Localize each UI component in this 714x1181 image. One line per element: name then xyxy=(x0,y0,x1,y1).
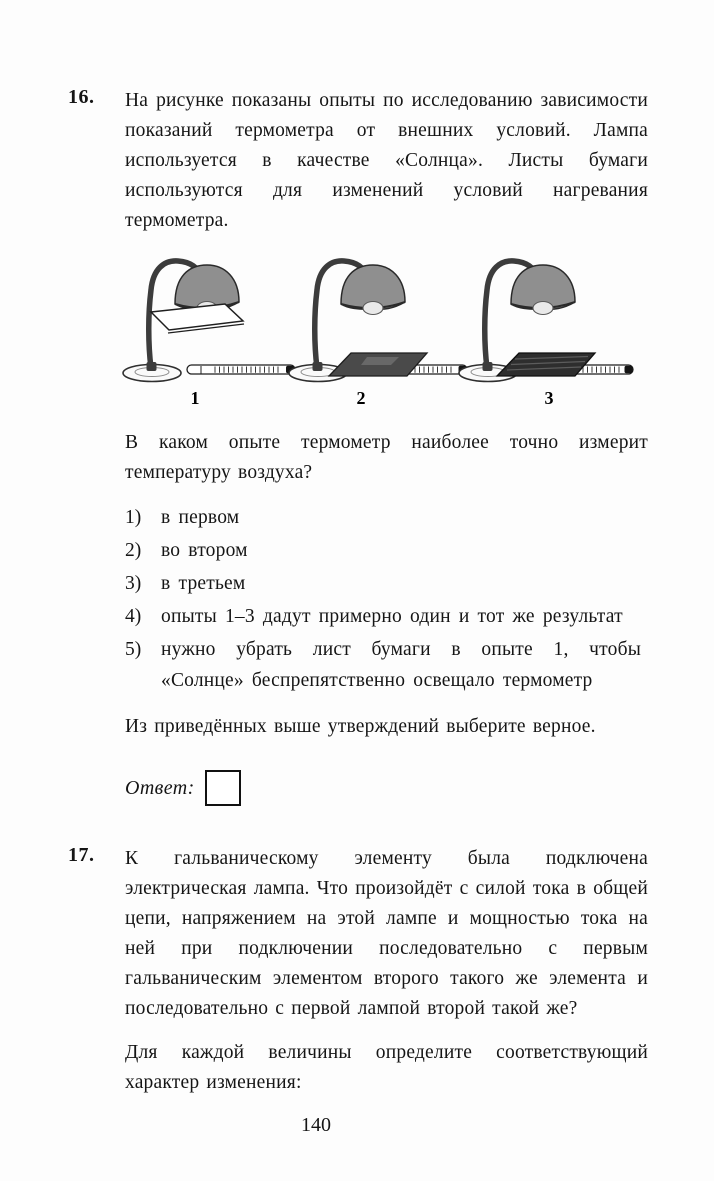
answer-row xyxy=(125,766,648,810)
option-2-text: во втором xyxy=(161,540,248,561)
experiment-1 xyxy=(123,261,295,408)
question-16-number: 16. xyxy=(68,86,95,108)
experiment-2-label: 2 xyxy=(356,388,366,408)
question-17 xyxy=(68,844,648,1098)
page-number: 140 xyxy=(301,1114,331,1136)
option-1-text: в первом xyxy=(161,507,240,528)
paper-sheet-1 xyxy=(151,304,244,333)
option-5-text: нужно убрать лист бумаги в опыте 1, чтобы «Солнце» беспрепятственно освещало термометр xyxy=(161,639,641,691)
lamps-illustration xyxy=(115,252,655,412)
option-4 xyxy=(125,601,648,632)
question-16-text: В каком опыте термометр наиболее точно измерит температуру воздуха? xyxy=(125,432,648,483)
experiment-3 xyxy=(459,261,633,408)
question-16 xyxy=(68,86,648,810)
question-17-number: 17. xyxy=(68,844,95,866)
question-17-text: К гальваническому элементу была подключена электрическая лампа. Что произойдёт с силой тока в общей цепи, напряжением на этой лампе и мощностью тока на ней при подключении последовательно с первым гальваническим элементом второго такого же элемента и последовательно с первой лампой второй такой же? xyxy=(125,848,648,1019)
experiment-2 xyxy=(289,261,467,408)
option-5 xyxy=(125,634,648,696)
thermometer-1 xyxy=(187,365,295,374)
question-17-followup: Для каждой величины определите соответствующий характер изменения: xyxy=(125,1042,648,1093)
option-3-text: в третьем xyxy=(161,573,246,594)
option-1-number: 1) xyxy=(125,507,142,528)
question-16-instruction: Из приведённых выше утверждений выберите верное. xyxy=(125,716,596,737)
experiment-3-label: 3 xyxy=(544,388,554,408)
option-3-number: 3) xyxy=(125,573,142,594)
experiment-1-label: 1 xyxy=(190,388,200,408)
option-3 xyxy=(125,568,648,599)
answer-box xyxy=(205,770,241,806)
answer-label: Ответ: xyxy=(125,776,195,799)
option-1 xyxy=(125,502,648,533)
option-2-number: 2) xyxy=(125,540,142,561)
option-5-number: 5) xyxy=(125,639,142,660)
option-2 xyxy=(125,535,648,566)
question-16-intro: На рисунке показаны опыты по исследованию зависимости показаний термометра от внешних условий. Лампа используется в качестве «Солнца». Листы бумаги используются для изменений условий нагревания термометра. xyxy=(125,90,648,231)
option-4-text: опыты 1–3 дадут примерно один и тот же результат xyxy=(161,606,623,627)
answer-options xyxy=(125,502,648,696)
experiment-figure xyxy=(115,252,648,412)
option-4-number: 4) xyxy=(125,606,142,627)
